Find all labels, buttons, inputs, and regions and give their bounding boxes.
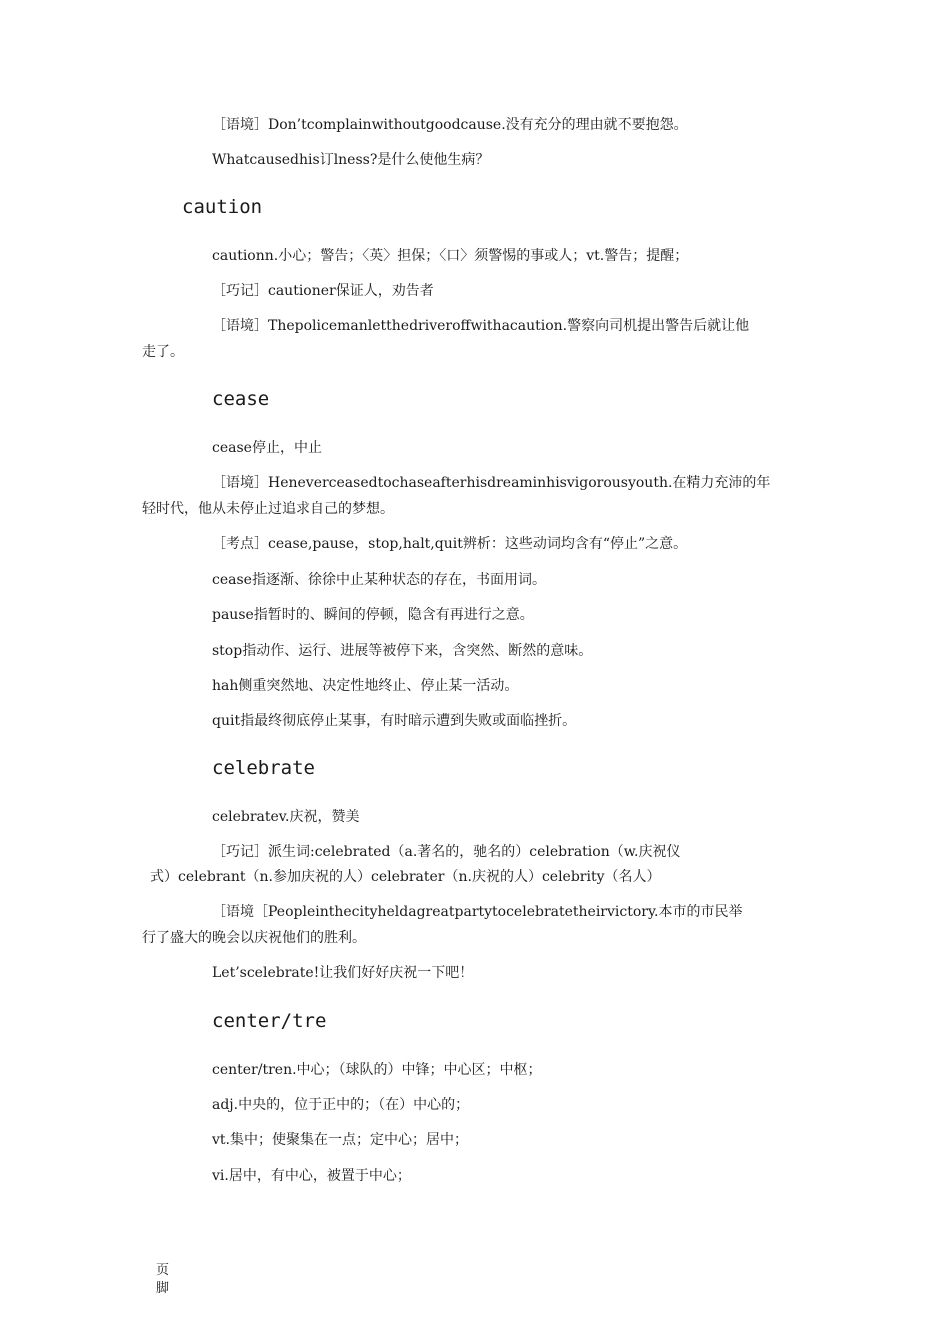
text-line: ［巧记］cautioner保证人，劝告者 <box>212 283 434 299</box>
entry-heading-caution: caution <box>182 196 263 218</box>
text-line: vt.集中；使聚集在一点；定中心；居中； <box>212 1132 468 1148</box>
text-line: cautionn.小心；警告；〈英〉担保；〈口〉须警惕的事或人；vt.警告；提醒； <box>212 248 689 264</box>
text-line: stop指动作、运行、进展等被停下来，含突然、断然的意味。 <box>212 643 593 659</box>
text-line: ［语境］Heneverceasedtochaseafterhisdreaminhisvigorousyouth.在精力充沛的年 <box>212 475 771 491</box>
page-footer: 页脚 <box>156 1263 170 1296</box>
text-line: quit指最终彻底停止某事，有时暗示遭到失败或面临挫折。 <box>212 713 577 729</box>
text-line: 轻时代，他从未停止过追求自己的梦想。 <box>142 501 394 517</box>
text-line: celebratev.庆祝，赞美 <box>212 809 360 825</box>
entry-heading-center: center/tre <box>212 1010 327 1032</box>
entry-heading-cease: cease <box>212 388 270 410</box>
entry-heading-celebrate: celebrate <box>212 757 315 779</box>
text-line: cease指逐渐、徐徐中止某种状态的存在，书面用词。 <box>212 572 546 588</box>
text-line: vi.居中，有中心，被置于中心； <box>212 1168 411 1184</box>
text-line: cease停止，中止 <box>212 440 322 456</box>
text-line: center/tren.中心；（球队的）中锋；中心区；中枢； <box>212 1062 542 1078</box>
text-line: 行了盛大的晚会以庆祝他们的胜利。 <box>142 930 366 946</box>
text-line: ［语境］Thepolicemanletthedriveroffwithacaution.警察向司机提出警告后就让他 <box>212 318 750 334</box>
text-line: Whatcausedhis订lness?是什么使他生病？ <box>212 152 490 168</box>
text-line: ［巧记］派生词:celebrated（a.著名的，驰名的）celebration（w.庆祝仪 <box>212 844 681 860</box>
text-line: 式）celebrant（n.参加庆祝的人）celebrater（n.庆祝的人）celebrity（名人） <box>150 869 661 885</box>
text-line: ［语境［Peopleinthecityheldagreatpartytocelebratetheirvictory.本市的市民举 <box>212 904 743 920</box>
text-line: hah侧重突然地、决定性地终止、停止某一活动。 <box>212 678 519 694</box>
text-line: 走了。 <box>142 344 184 360</box>
text-line: Let’scelebrate!让我们好好庆祝一下吧！ <box>212 965 474 981</box>
text-line: ［语境］Don’tcomplainwithoutgoodcause.没有充分的理由就不要抱怨。 <box>212 117 688 133</box>
text-line: ［考点］cease,pause，stop,halt,quit辨析：这些动词均含有“停止”之意。 <box>212 536 688 552</box>
text-line: adj.中央的，位于正中的；（在）中心的； <box>212 1097 470 1113</box>
text-line: pause指暂时的、瞬间的停顿，隐含有再进行之意。 <box>212 607 534 623</box>
